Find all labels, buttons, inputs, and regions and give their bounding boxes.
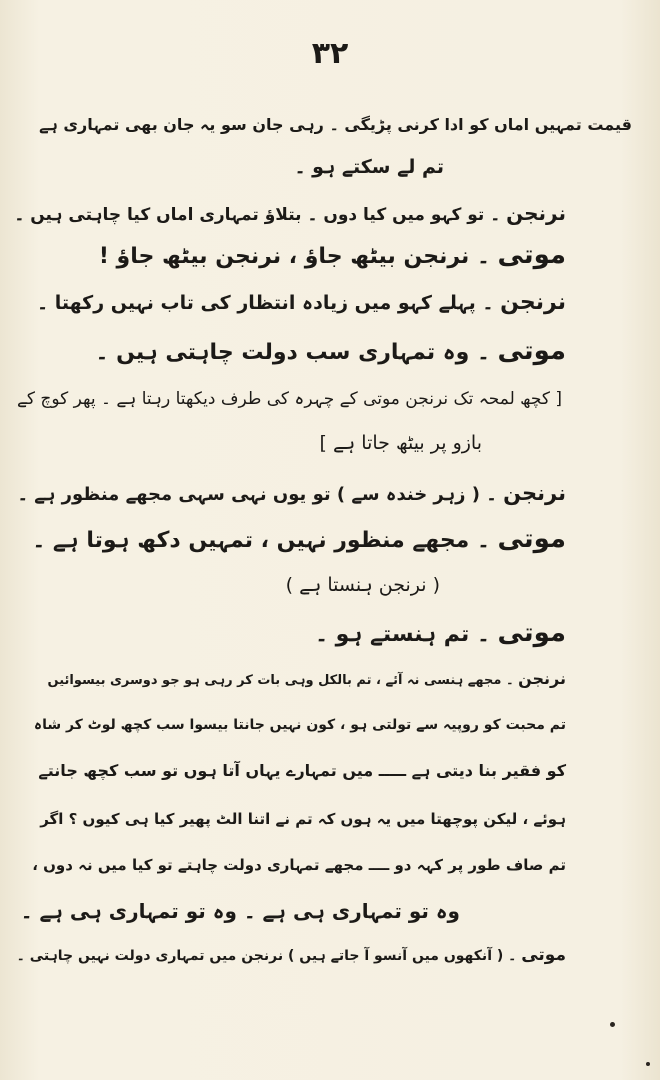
speaker-name: نرنجن <box>503 481 566 505</box>
dialogue-line-19 <box>17 940 566 971</box>
text-line-1 <box>39 110 632 140</box>
dialogue-line-9 <box>17 478 566 510</box>
speaker-name: موتی <box>521 945 566 965</box>
text-line-2 <box>294 152 444 182</box>
line-text: ۔ تم ہنستے ہو ۔ <box>315 622 490 647</box>
dialogue-line-5 <box>37 288 566 318</box>
line-text: ۔ وہ تمہاری سب دولت چاہتی ہیں ۔ <box>95 340 490 365</box>
text-line-15 <box>38 756 566 786</box>
text-line-18 <box>21 896 460 926</box>
speaker-name: موتی <box>497 618 566 648</box>
speaker-name: نرنجن <box>518 669 566 688</box>
speaker-name: نرنجن <box>506 201 566 225</box>
speaker-name: موتی <box>497 524 566 554</box>
page-number: ۳۲ <box>311 36 349 71</box>
line-text: بازو پر بیٹھ جاتا ہے ] <box>319 432 482 454</box>
ink-speck <box>646 1062 650 1066</box>
dialogue-line-4 <box>99 240 566 272</box>
line-text: قیمت تمہیں اماں کو ادا کرنی پڑیگی ۔ رہی جان سو یہ جان بھی تمہاری ہے <box>39 115 632 134</box>
text-line-14 <box>34 710 566 740</box>
line-text: ۔ ( آنکھوں میں آنسو آ جاتے ہیں ) نرنجن میں تمہاری دولت نہیں چاہتی ۔ <box>16 948 517 964</box>
dialogue-line-10 <box>32 524 566 556</box>
line-text: ۔ پہلے کہو میں زیادہ انتظار کی تاب نہیں رکھتا ۔ <box>36 292 494 314</box>
line-text: ۔ تو کہو میں کیا دوں ۔ بتلاؤ تمہاری اماں کیا چاہتی ہیں ۔ <box>14 205 501 225</box>
line-text: ۔ مجھے منظور نہیں ، تمہیں دکھ ہوتا ہے ۔ <box>32 528 490 553</box>
stage-direction-11 <box>286 570 440 600</box>
speaker-name: موتی <box>497 240 566 270</box>
dialogue-line-6 <box>96 336 566 368</box>
text-line-17 <box>32 850 566 880</box>
line-text: تم محبت کو روپیہ سے تولتی ہو ، کون نہیں جانتا بیسوا سب کچھ لوٹ کر شاہ <box>33 717 566 733</box>
speaker-name: موتی <box>497 336 566 366</box>
line-text: تم صاف طور پر کہہ دو ــــ مجھے تمہاری دولت چاہتے تو کیا میں نہ دوں ، <box>32 856 566 874</box>
ink-speck <box>610 1022 615 1027</box>
line-text: کو فقیر بنا دیتی ہے ـــــ میں تمہارے یہاں آتا ہوں تو سب کچھ جانتے <box>38 761 566 780</box>
text-line-16 <box>40 804 566 834</box>
line-text: ہوئے ، لیکن پوچھتا میں یہ ہوں کہ تم نے اتنا الٹ پھیر کیا ہی کیوں ؟ اگر <box>40 810 566 828</box>
stage-direction-7 <box>17 384 562 414</box>
speaker-name: نرنجن <box>500 290 566 315</box>
stage-direction-8 <box>320 428 482 458</box>
dialogue-line-3 <box>14 198 566 230</box>
line-text: ۔ ( زہر خندہ سے ) تو یوں نہی سہی مجھے منظور ہے ۔ <box>17 484 497 505</box>
line-text: وہ تو تمہاری ہی ہے ۔ وہ تو تمہاری ہی ہے ۔ <box>20 899 460 923</box>
line-text: تم لے سکتے ہو ۔ <box>294 156 444 178</box>
line-text: ۔ مجھے ہنسی نہ آئے ، تم بالکل وہی بات کر رہی ہو جو دوسری بیسوائیں <box>47 673 514 688</box>
dialogue-line-12 <box>315 618 566 650</box>
line-text: ( نرنجن ہنستا ہے ) <box>285 574 440 596</box>
line-text: ۔ نرنجن بیٹھ جاؤ ، نرنجن بیٹھ جاؤ ! <box>98 244 490 269</box>
line-text: [ کچھ لمحہ تک نرنجن موتی کے چہرہ کی طرف دیکھتا رہتا ہے ۔ پھر کوچ کے <box>16 389 562 409</box>
dialogue-line-13 <box>48 664 566 696</box>
